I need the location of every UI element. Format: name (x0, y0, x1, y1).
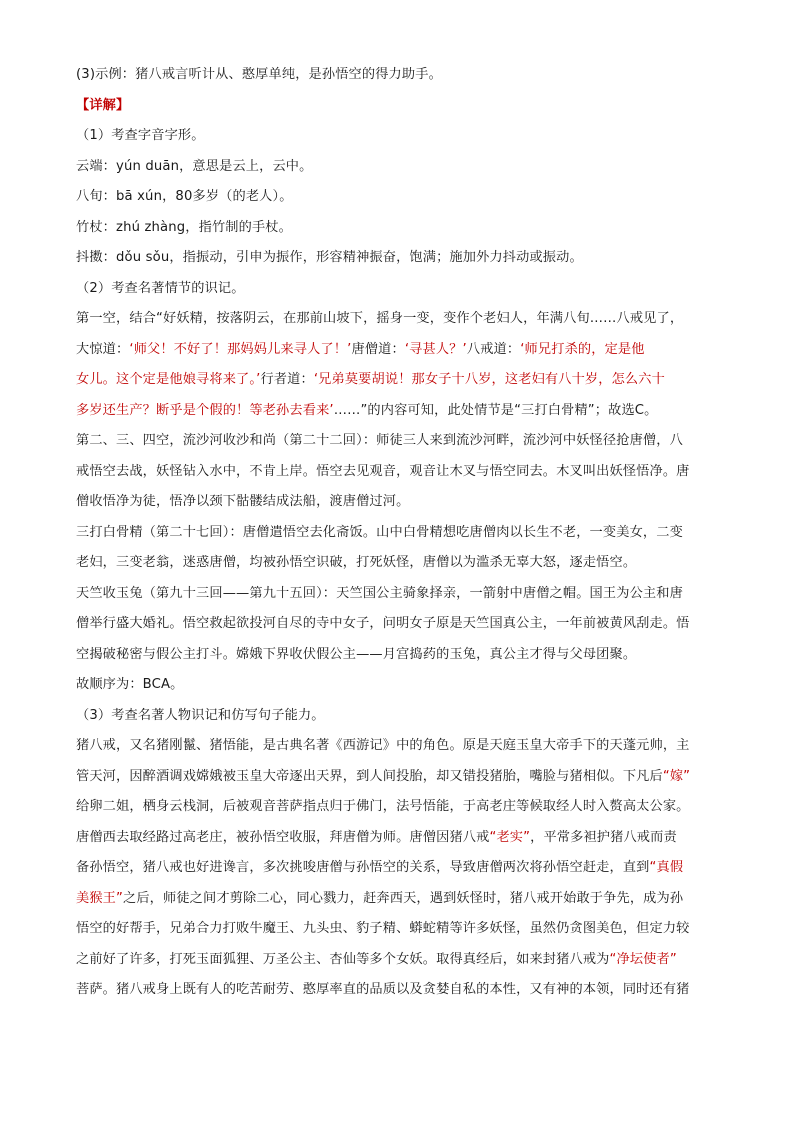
quoted-text: “嫁” (662, 768, 691, 784)
text-segment: 菩萨。猪八戒身上既有人的吃苦耐劳、憨厚率直的品质以及贪婪自私的本性，又有神的本领，同时还有猪 (76, 982, 690, 997)
text-line (76, 243, 736, 274)
text-segment: ……”的内容可知，此处情节是“三打白骨精”；故选C。 (333, 402, 658, 418)
text-line (76, 365, 736, 396)
text-segment: 八旬：bā xún，80多岁（的老人）。 (76, 189, 293, 204)
text-segment: 竹杖：zhú zhàng，指竹制的手杖。 (76, 219, 292, 235)
text-line (76, 121, 736, 152)
text-line (76, 335, 736, 366)
text-segment: 给卵二姐，栖身云栈洞，后被观音菩萨指点归于佛门，法号悟能，于高老庄等候取经人时入赘高太公家。 (76, 799, 690, 814)
quoted-text: ‘寻甚人？’ (404, 341, 467, 357)
text-line (76, 457, 736, 488)
text-segment: 三打白骨精（第二十七回）：唐僧遣悟空去化斋饭。山中白骨精想吃唐僧肉以长生不老，一变美女，二变 (76, 524, 683, 540)
text-segment: 云端：yún duān，意思是云上，云中。 (76, 158, 313, 174)
text-segment: 大惊道： (76, 341, 130, 357)
text-segment: 僧收悟净为徒，悟净以颈下骷髅结成法船，渡唐僧过河。 (76, 494, 410, 509)
text-segment: 天竺收玉兔（第九十三回——第九十五回）：天竺国公主骑象择亲，一箭射中唐僧之帽。国王为公主和唐 (76, 585, 683, 601)
quoted-text: “老实” (489, 829, 531, 845)
text-segment: 故顺序为：BCA。 (76, 677, 184, 692)
text-segment: (3)示例：猪八戒言听计从、憨厚单纯，是孙悟空的得力助手。 (76, 67, 442, 82)
text-segment: 之前好了许多，打死玉面狐狸、万圣公主、杏仙等多个女妖。取得真经后，如来封猪八戒为 (76, 951, 610, 967)
text-line (76, 975, 736, 1006)
text-segment: （1）考查字音字形。 (76, 128, 205, 143)
quoted-text: 女儿。这个定是他娘寻将来了。’ (76, 372, 261, 387)
quoted-text: ‘师父！不好了！那妈妈儿来寻人了！’ (129, 341, 352, 357)
text-line (76, 823, 736, 854)
text-line (76, 426, 736, 457)
text-line (76, 884, 736, 915)
text-line (76, 152, 736, 183)
text-segment: 第二、三、四空，流沙河收沙和尚（第二十二回）：师徒三人来到流沙河畔，流沙河中妖怪径抢唐僧，八 (76, 433, 683, 448)
text-line (76, 853, 736, 884)
text-line (76, 548, 736, 579)
text-segment: （3）考查名著人物识记和仿写句子能力。 (76, 707, 325, 723)
quoted-text: “净坛使者” (609, 951, 677, 967)
quoted-text: ‘师兄打杀的，定是他 (520, 341, 645, 357)
text-segment: 老妇，三变老翁，迷惑唐僧，均被孙悟空识破，打死妖怪，唐僧以为滥杀无辜大怒，逐走悟空。 (76, 555, 637, 570)
text-line (76, 60, 736, 91)
text-line (76, 182, 736, 213)
text-segment: 第一空，结合“好妖精，按落阴云，在那前山坡下，摇身一变，变作个老妇人，年满八旬……八戒见了， (76, 311, 684, 326)
text-line (76, 274, 736, 305)
text-segment: 猪八戒，又名猪刚鬣、猪悟能，是古典名著《西游记》中的角色。原是天庭玉皇大帝手下的天蓬元帅，主 (76, 738, 690, 753)
text-line (76, 396, 736, 427)
text-line (76, 91, 736, 122)
text-segment: 唐僧西去取经路过高老庄，被孙悟空收服，拜唐僧为师。唐僧因猪八戒 (76, 829, 490, 845)
quoted-text: 【详解】 (76, 97, 130, 113)
text-line (76, 731, 736, 762)
text-line (76, 487, 736, 518)
quoted-text: “真假 (649, 860, 684, 875)
text-segment: 八戒道： (466, 341, 521, 357)
text-segment: （2）考查名著情节的识记。 (76, 280, 245, 296)
text-line (76, 579, 736, 610)
text-segment: 抖擞：dǒu sǒu，指振动，引申为振作，形容精神振奋，饱满；施加外力抖动或振动。 (76, 250, 583, 265)
text-line (76, 518, 736, 549)
text-segment: ，平常多袒护猪八戒而责 (530, 829, 677, 845)
text-segment: 空揭破秘密与假公主打斗。嫦娥下界收伏假公主——月宫捣药的玉兔，真公主才得与父母团聚。 (76, 646, 637, 662)
text-line (76, 304, 736, 335)
text-line (76, 640, 736, 671)
text-segment: 唐僧道： (351, 341, 405, 357)
text-line (76, 945, 736, 976)
text-line (76, 762, 736, 793)
text-segment: 戒悟空去战，妖怪钻入水中，不肯上岸。悟空去见观音，观音让木叉与悟空同去。木叉叫出妖怪悟净。唐 (76, 463, 690, 479)
text-segment: 僧举行盛大婚礼。悟空救起欲投河自尽的寺中女子，问明女子原是天竺国真公主，一年前被黄风刮走。悟 (76, 616, 690, 631)
text-segment: 行者道： (260, 372, 314, 387)
text-line (76, 213, 736, 244)
text-segment: 之后，师徒之间才剪除二心，同心戮力，赶奔西天，遇到妖怪时，猪八戒开始敢于争先，成为孙 (123, 890, 684, 906)
text-line (76, 701, 736, 732)
quoted-text: ‘兄弟莫要胡说！那女子十八岁，这老妇有八十岁，怎么六十 (313, 372, 665, 387)
text-line (76, 670, 736, 701)
quoted-text: 多岁还生产？断乎是个假的！等老孙去看来’ (76, 402, 334, 418)
quoted-text: 美猴王” (76, 890, 123, 906)
text-segment: 悟空的好帮手，兄弟合力打败牛魔王、九头虫、豹子精、蟒蛇精等许多妖怪，虽然仍贪图美色，但定力较 (76, 921, 690, 936)
text-line (76, 914, 736, 945)
text-line (76, 792, 736, 823)
text-segment: 管天河，因醉酒调戏嫦娥被玉皇大帝逐出天界，到人间投胎，却又错投猪胎，嘴脸与猪相似。下凡后 (76, 768, 663, 784)
text-segment: 备孙悟空，猪八戒也好进谗言，多次挑唆唐僧与孙悟空的关系，导致唐僧两次将孙悟空赶走，直到 (76, 860, 650, 875)
text-line (76, 609, 736, 640)
